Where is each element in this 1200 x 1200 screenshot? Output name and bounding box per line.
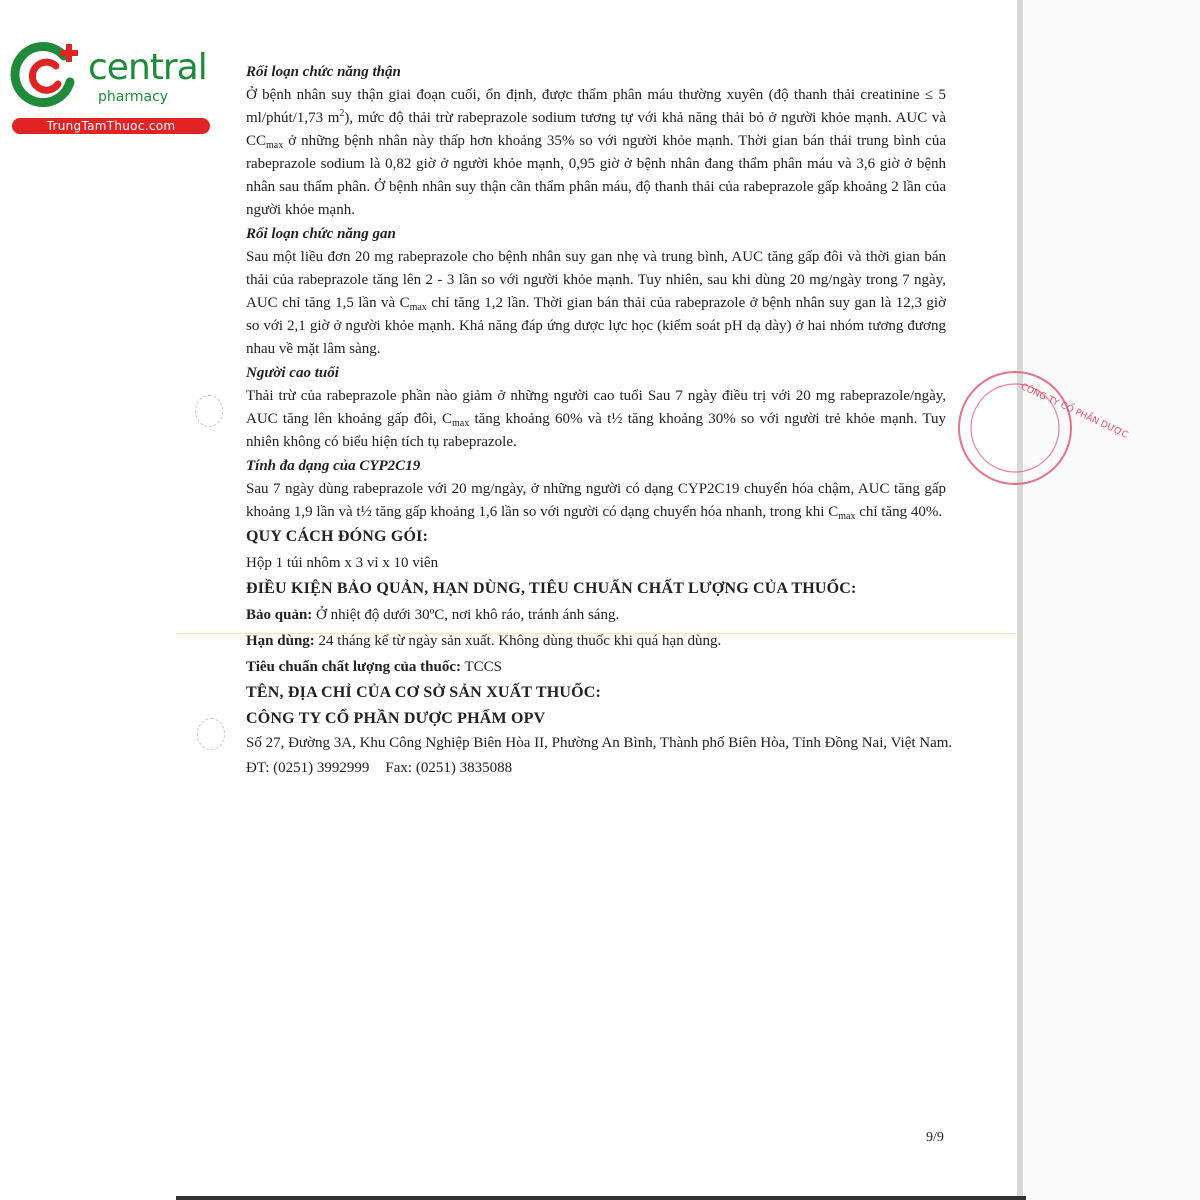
company-stamp — [945, 368, 1130, 488]
storage-value: Ở nhiệt độ dưới 30ºC, nơi khô ráo, tránh ánh sáng. — [312, 607, 620, 623]
paragraph-kidney — [246, 84, 946, 222]
text-segment: tăng khoảng 60% và t½ tăng khoảng 30% so với người trẻ khỏe mạnh. Tuy nhiên không có biểu hiện tích tụ rabeprazole. — [246, 411, 946, 450]
svg-text:CÔNG TY CỔ PHẦN DƯỢC: CÔNG TY CỔ PHẦN DƯỢC — [1018, 382, 1130, 441]
punch-hole-bottom — [197, 718, 225, 750]
manufacturer-name: CÔNG TY CỔ PHẦN DƯỢC PHẨM OPV — [246, 710, 546, 727]
expiry-label: Hạn dùng: — [246, 633, 315, 649]
cmax-subscript: max — [838, 511, 856, 522]
text-segment: ), mức độ thải trừ rabeprazole sodium tương tự với khả năng thải bỏ ở người khỏe mạnh. AUC và C — [246, 110, 946, 149]
manufacturer-contact — [246, 755, 946, 781]
phone-number: ĐT: (0251) 3992999 — [246, 760, 370, 776]
text-segment: chỉ tăng 40%. — [855, 504, 943, 520]
cmax-symbol: C — [256, 133, 267, 149]
paragraph-liver — [246, 246, 946, 361]
text-segment: Ở bệnh nhân suy thận giai đoạn cuối, ổn định, được thẩm phân máu thường xuyên (độ thanh thải creatinine ≤ 5 ml/phút/1,73 m — [246, 87, 946, 126]
heading-packaging: QUY CÁCH ĐÓNG GÓI: — [246, 528, 429, 545]
stamp-seal-icon — [945, 368, 1130, 488]
storage-label: Bảo quản: — [246, 607, 313, 623]
heading-liver: Rối loạn chức năng gan — [246, 226, 396, 242]
expiry-value: 24 tháng kể từ ngày sản xuất. Không dùng thuốc khi quá hạn dùng. — [314, 633, 722, 649]
text-segment: ở những bệnh nhân này thấp hơn khoảng 35% so với người khỏe mạnh. Thời gian bán thải trung bình của rabeprazole sodium là 0,82 giờ ở người khỏe mạnh, 0,95 giờ ở bệnh nhân đang thẩm phân máu và 3,6 giờ ở bệnh nhân sau thẩm phân. Ở bệnh nhân suy thận cần thẩm phân máu, độ thanh thải của rabeprazole gấp khoảng 2 lần của người khỏe mạnh. — [246, 133, 946, 218]
fax-number: Fax: (0251) 3835088 — [385, 760, 513, 776]
cmax-subscript: max — [409, 302, 427, 313]
quality-line — [246, 654, 946, 680]
text-segment: Sau 7 ngày dùng rabeprazole với 20 mg/ngày, ở những người có dạng CYP2C19 chuyển hóa chậm, AUC tăng gấp khoảng 1,9 lần và t½ tăng gấp khoảng 1,6 lần so với người có dạng chuyển hóa nhanh, trong khi C — [246, 481, 946, 520]
logo-brand-text: central — [88, 47, 207, 88]
heading-cyp2c19: Tính đa dạng của CYP2C19 — [246, 458, 421, 474]
paragraph-elderly — [246, 385, 946, 454]
quality-label: Tiêu chuẩn chất lượng của thuốc: — [246, 659, 461, 675]
heading-kidney: Rối loạn chức năng thận — [246, 64, 401, 80]
text-segment: Thải trừ của rabeprazole phần nào giảm ở những người cao tuổi Sau 7 ngày điều trị với 20 mg rabeprazole/ngày, AUC tăng lên khoảng gấp đôi, C — [246, 388, 946, 427]
document-body — [246, 60, 953, 781]
packaging-text: Hộp 1 túi nhôm x 3 vỉ x 10 viên — [246, 555, 439, 571]
page-number: 9/9 — [926, 1130, 944, 1145]
superscript: 2 — [339, 108, 345, 119]
central-logo-icon — [10, 38, 86, 114]
paragraph-cyp2c19 — [246, 478, 946, 524]
logo-website-badge[interactable]: TrungTamThuoc.com — [12, 118, 210, 134]
heading-manufacturer: TÊN, ĐỊA CHỈ CỦA CƠ SỞ SẢN XUẤT THUỐC: — [246, 684, 602, 701]
storage-line — [246, 602, 946, 628]
text-segment: Sau một liều đơn 20 mg rabeprazole cho bệnh nhân suy gan nhẹ và trung bình, AUC tăng gấp đôi và thời gian bán thải của rabeprazole tăng lên 2 - 3 lần so với người khỏe mạnh. Tuy nhiên, sau khi dùng 20 mg/ngày trong 7 ngày, AUC chỉ tăng 1,5 lần và C — [246, 249, 946, 311]
heading-elderly: Người cao tuổi — [246, 365, 339, 381]
manufacturer-address: Số 27, Đường 3A, Khu Công Nghiệp Biên Hòa II, Phường An Bình, Thành phố Biên Hòa, Tỉnh Đồng Nai, Việt Nam. — [246, 735, 953, 751]
paper-edge — [1017, 0, 1023, 1200]
paper-margin — [1024, 0, 1200, 1200]
central-pharmacy-logo[interactable] — [10, 38, 215, 138]
scan-bottom-edge — [176, 1196, 1026, 1200]
expiry-line — [246, 628, 946, 654]
cmax-subscript: max — [266, 140, 284, 151]
text-segment: chỉ tăng 1,2 lần. Thời gian bán thải của rabeprazole ở bệnh nhân suy gan là 12,3 giờ so với 2,1 giờ ở người khỏe mạnh. Khả năng đáp ứng dược lực học (kiểm soát pH dạ dày) ở hai nhóm tương đương nhau về mặt lâm sàng. — [246, 295, 947, 357]
quality-value: TCCS — [460, 659, 502, 675]
punch-hole-top — [195, 395, 223, 427]
cmax-subscript: max — [452, 418, 470, 429]
heading-storage: ĐIỀU KIỆN BẢO QUẢN, HẠN DÙNG, TIÊU CHUẨN CHẤT LƯỢNG CỦA THUỐC: — [246, 580, 857, 597]
logo-sub-text: pharmacy — [98, 89, 169, 105]
